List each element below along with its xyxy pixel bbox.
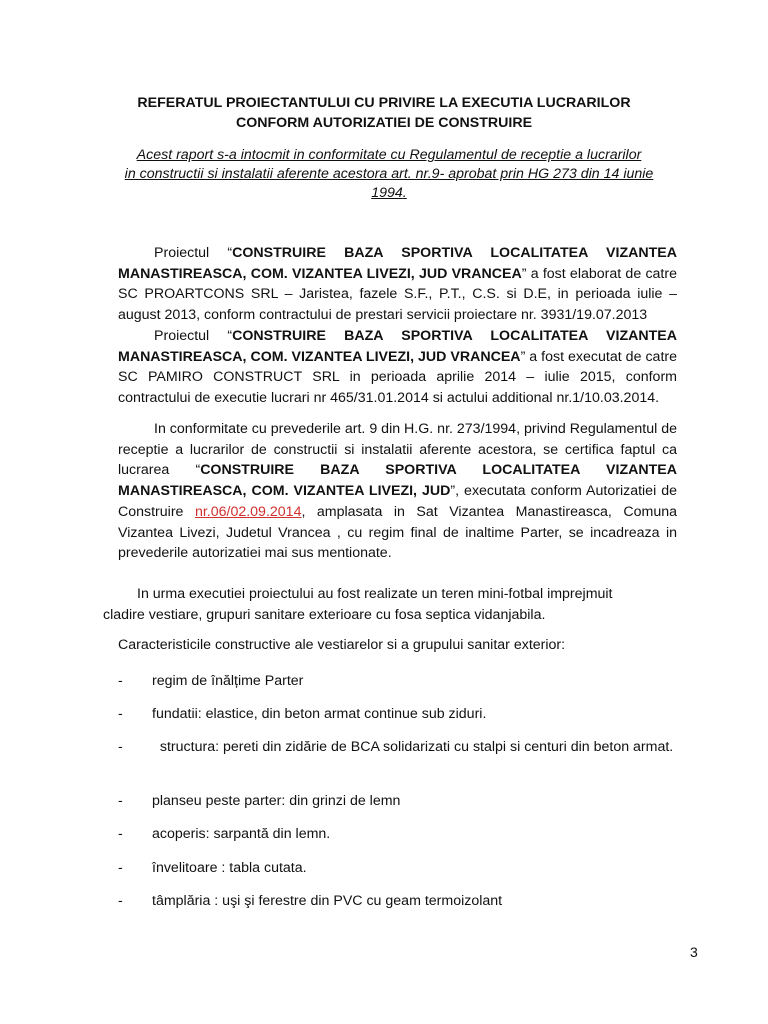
bullet-dash: - — [118, 793, 123, 809]
project-name: CONSTRUIRE BAZA SPORTIVA LOCALITATEA VIZANTEA MANASTIREASCA, COM. VIZANTEA LIVEZI, JUD — [118, 462, 677, 500]
bullet-dash: - — [118, 739, 123, 755]
bullet-dash: - — [118, 673, 123, 689]
paragraph-design-rest: ” a fost elaborat de catre SC PROARTCONS SRL – Jaristea, fazele S.F., P.T., C.S. si D.E, in perioada iulie – august 2013, conform contractului de prestari servicii proiectare nr. 3931/19.07.2013 — [118, 265, 677, 324]
document-title — [80, 93, 688, 133]
intro-line-1: Acest raport s-a intocmit in conformitate cu Regulamentul de receptie a lucrarilor — [136, 147, 642, 163]
paragraph-results — [103, 584, 683, 625]
list-item: - acoperis: sarpantă din lemn. — [118, 824, 678, 845]
bullet-dash: - — [118, 826, 123, 842]
paragraph-design — [118, 243, 677, 326]
bullet-dash: - — [118, 893, 123, 909]
list-item: - structura: pereti din zidărie de BCA solidarizati cu stalpi si centuri din beton armat. — [118, 737, 678, 758]
list-item: - fundatii: elastice, din beton armat continue sub ziduri. — [118, 704, 678, 725]
paragraph-execution — [118, 326, 677, 409]
intro-note — [100, 146, 678, 203]
paragraph-certification-rest: , amplasata in Sat Vizantea Manastireasca, Comuna Vizantea Livezi, Judetul Vrancea , cu regim final de inaltime Parter, se incadreaza in prevederile autorizatiei mai sus mentionate. — [118, 503, 678, 562]
paragraph-execution-rest: ” a fost executat de catre SC PAMIRO CONSTRUCT SRL in perioada aprilie 2014 – iulie 2015, conform contractului de executie lucrari nr 465/31.01.2014 si actului additional nr.1/10.03.2014. — [118, 348, 677, 407]
paragraph-certification — [118, 419, 677, 564]
project-name: CONSTRUIRE BAZA SPORTIVA LOCALITATEA VIZANTEA MANASTIREASCA, COM. VIZANTEA LIVEZI, JUD VRANCEA — [118, 245, 677, 282]
list-item: - învelitoare : tabla cutata. — [118, 858, 678, 879]
bullet-dash: - — [118, 706, 123, 722]
paragraph-results-line-2: cladire vestiare, grupuri sanitare exterioare cu fosa septica vidanjabila. — [103, 606, 546, 623]
title-line-2: CONFORM AUTORIZATIEI DE CONSTRUIRE — [235, 115, 533, 131]
list-item: - regim de înălțime Parter — [118, 671, 678, 692]
title-line-1: REFERATUL PROIECTANTULUI CU PRIVIRE LA EXECUTIA LUCRARILOR — [137, 95, 631, 111]
characteristics-heading: Caracteristicile constructive ale vestiarelor si a grupului sanitar exterior: — [118, 637, 566, 653]
intro-line-2: in constructii si instalatii aferente acestora art. nr.9- aprobat prin HG 273 din 14 iunie — [124, 166, 654, 182]
paragraph-results-line-1: In urma executiei proiectului au fost realizate un teren mini-fotbal imprejmuit — [137, 586, 613, 602]
permit-number: nr.06/02.09.2014 — [194, 503, 302, 520]
paragraph-certification-lead: In conformitate cu prevederile art. 9 din H.G. nr. 273/1994, privind Regulamentul de receptie a lucrarilor de constructii si instalatii aferente acestora, se certifica faptul ca lucrarea “ — [118, 421, 677, 479]
paragraph-execution-lead: Proiectul “ — [154, 328, 233, 344]
list-item: - tâmplăria : uşi şi ferestre din PVC cu geam termoizolant — [118, 891, 678, 912]
bullet-dash: - — [118, 860, 123, 876]
page-number: 3 — [690, 944, 698, 960]
paragraph-design-lead: Proiectul “ — [154, 245, 233, 261]
list-item: - planseu peste parter: din grinzi de lemn — [118, 791, 678, 812]
intro-line-3: 1994. — [371, 185, 407, 201]
paragraph-certification-mid: ”, executata conform Autorizatiei de Construire — [118, 483, 677, 520]
project-name: CONSTRUIRE BAZA SPORTIVA LOCALITATEA VIZANTEA MANASTIREASCA, COM. VIZANTEA LIVEZI, JUD VRANCEA — [118, 328, 677, 365]
